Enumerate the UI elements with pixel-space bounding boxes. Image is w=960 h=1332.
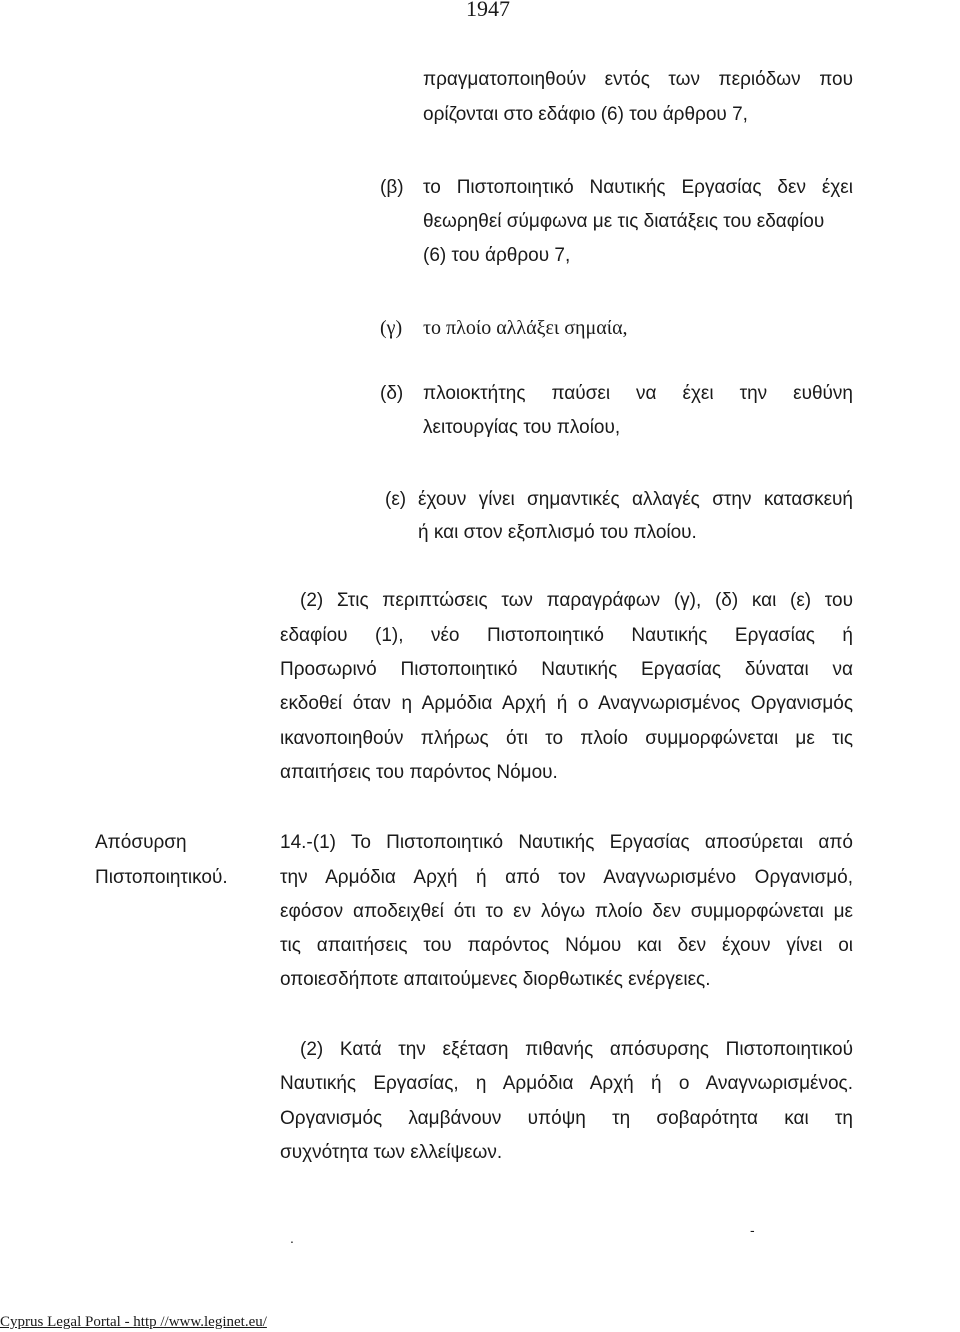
item-line: το πλοίο αλλάξει σημαία, [423,317,628,339]
item-line: έχουν γίνει σημαντικές αλλαγές στην κατασκευή [418,489,853,510]
section14-line: οποιεσδήποτε απαιτούμενες διορθωτικές ενέργειες. [280,969,711,990]
item-label: (ε) [385,489,407,510]
section14-line: εφόσον αποδειχθεί ότι το εν λόγω πλοίο δεν συμμορφώνεται με [280,901,853,922]
side-note-line: Απόσυρση [95,832,187,853]
footer-link[interactable]: Cyprus Legal Portal - http //www.leginet.eu/ [0,1314,267,1330]
para2-line: (2) Στις περιπτώσεις των παραγράφων (γ), (δ) και (ε) του [300,590,853,611]
section14-line: την Αρμόδια Αρχή ή από τον Αναγνωρισμένο Οργανισμό, [280,867,853,888]
para2-line: εδαφίου (1), νέο Πιστοποιητικό Ναυτικής Εργασίας ή [280,625,853,646]
section14-2-line: Οργανισμός λαμβάνουν υπόψη τη σοβαρότητα και τη [280,1108,853,1129]
item-line: λειτουργίας του πλοίου, [423,417,621,438]
section14-2-line: συχνότητα των ελλείψεων. [280,1142,503,1163]
item-line: πλοιοκτήτης παύσει να έχει την ευθύνη [423,383,853,404]
section14-2-line: Ναυτικής Εργασίας, η Αρμόδια Αρχή ή ο Αναγνωρισμένος. [280,1073,853,1094]
scan-mark: - [750,1222,755,1238]
para2-line: ικανοποιηθούν πλήρως ότι το πλοίο συμμορφώνεται με τις [280,728,853,749]
section14-2-line: (2) Κατά την εξέταση πιθανής απόσυρσης Πιστοποιητικού [300,1039,853,1060]
side-note-line: Πιστοποιητικού. [95,867,228,888]
item-line: (6) του άρθρου 7, [423,245,571,266]
para2-line: απαιτήσεις του παρόντος Νόμου. [280,762,558,783]
section14-line: 14.-(1) Το Πιστοποιητικό Ναυτικής Εργασίας αποσύρεται από [280,832,853,853]
page-number: 1947 [466,0,510,21]
intro-line: ορίζονται στο εδάφιο (6) του άρθρου 7, [423,104,748,125]
item-line: ή και στον εξοπλισμό του πλοίου. [418,522,697,543]
item-line: θεωρηθεί σύμφωνα με τις διατάξεις του εδαφίου [423,211,825,232]
intro-line: πραγματοποιηθούν εντός των περιόδων που [423,69,853,90]
item-label: (γ) [380,317,403,339]
para2-line: Προσωρινό Πιστοποιητικό Ναυτικής Εργασίας δύναται να [280,659,853,680]
item-label: (β) [380,177,404,198]
para2-line: εκδοθεί όταν η Αρμόδια Αρχή ή ο Αναγνωρισμένος Οργανισμός [280,693,853,714]
section14-line: τις απαιτήσεις του παρόντος Νόμου και δεν έχουν γίνει οι [280,935,853,956]
item-label: (δ) [380,383,404,404]
item-line: το Πιστοποιητικό Ναυτικής Εργασίας δεν έχει [423,177,853,198]
scan-mark: . [290,1230,294,1246]
